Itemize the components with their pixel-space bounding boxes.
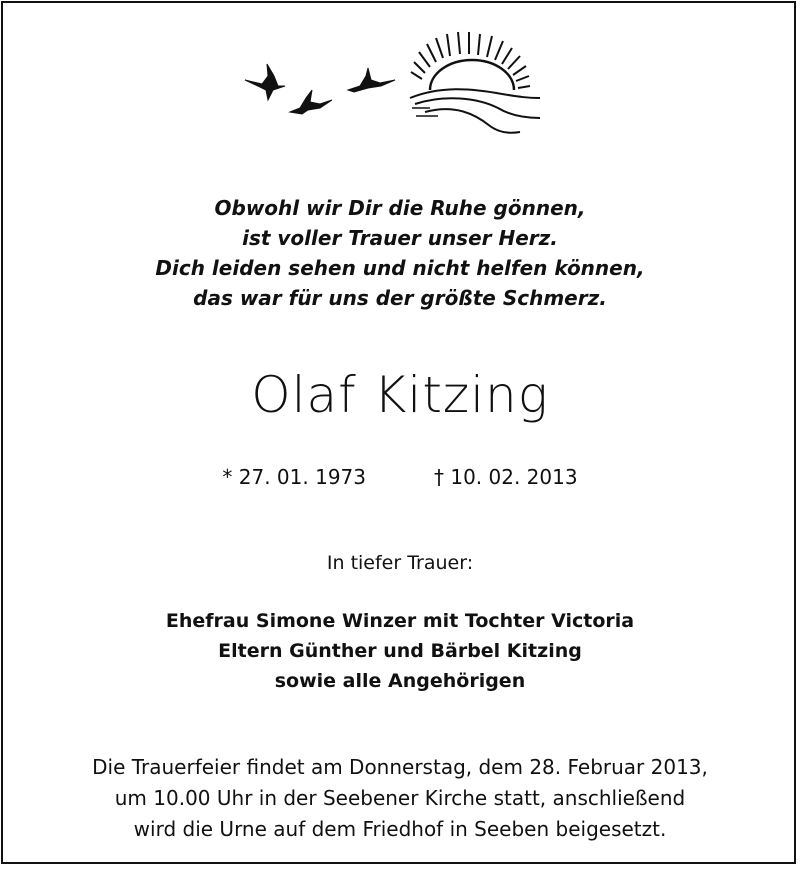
memorial-verse [0,193,800,313]
verse-line: ist voller Trauer unser Herz. [242,226,558,250]
verse-line: das war für uns der größte Schmerz. [193,286,607,310]
sunset-hills-icon [410,32,540,133]
birth-date: * 27. 01. 1973 [222,465,366,489]
mourning-label: In tiefer Trauer: [326,552,474,574]
mourner-line: Eltern Günther und Bärbel Kitzing [218,640,582,662]
deceased-name: Olaf Kitzing [251,366,549,424]
verse-line: Dich leiden sehen und nicht helfen können, [155,256,645,280]
flying-birds-icon [245,64,395,114]
mourner-line: Ehefrau Simone Winzer mit Tochter Victoria [165,610,635,632]
funeral-service-info [0,752,800,845]
mourners-list [0,606,800,696]
service-line: um 10.00 Uhr in der Seebener Kirche statt, anschließend [114,786,686,810]
mourner-line: sowie alle Angehörigen [274,670,526,692]
service-line: wird die Urne auf dem Friedhof in Seeben beigesetzt. [133,817,667,841]
death-date: † 10. 02. 2013 [434,465,578,489]
life-dates [0,462,800,492]
service-line: Die Trauerfeier findet am Donnerstag, dem 28. Februar 2013, [92,755,708,779]
verse-line: Obwohl wir Dir die Ruhe gönnen, [214,196,586,220]
header-illustration [240,28,550,138]
